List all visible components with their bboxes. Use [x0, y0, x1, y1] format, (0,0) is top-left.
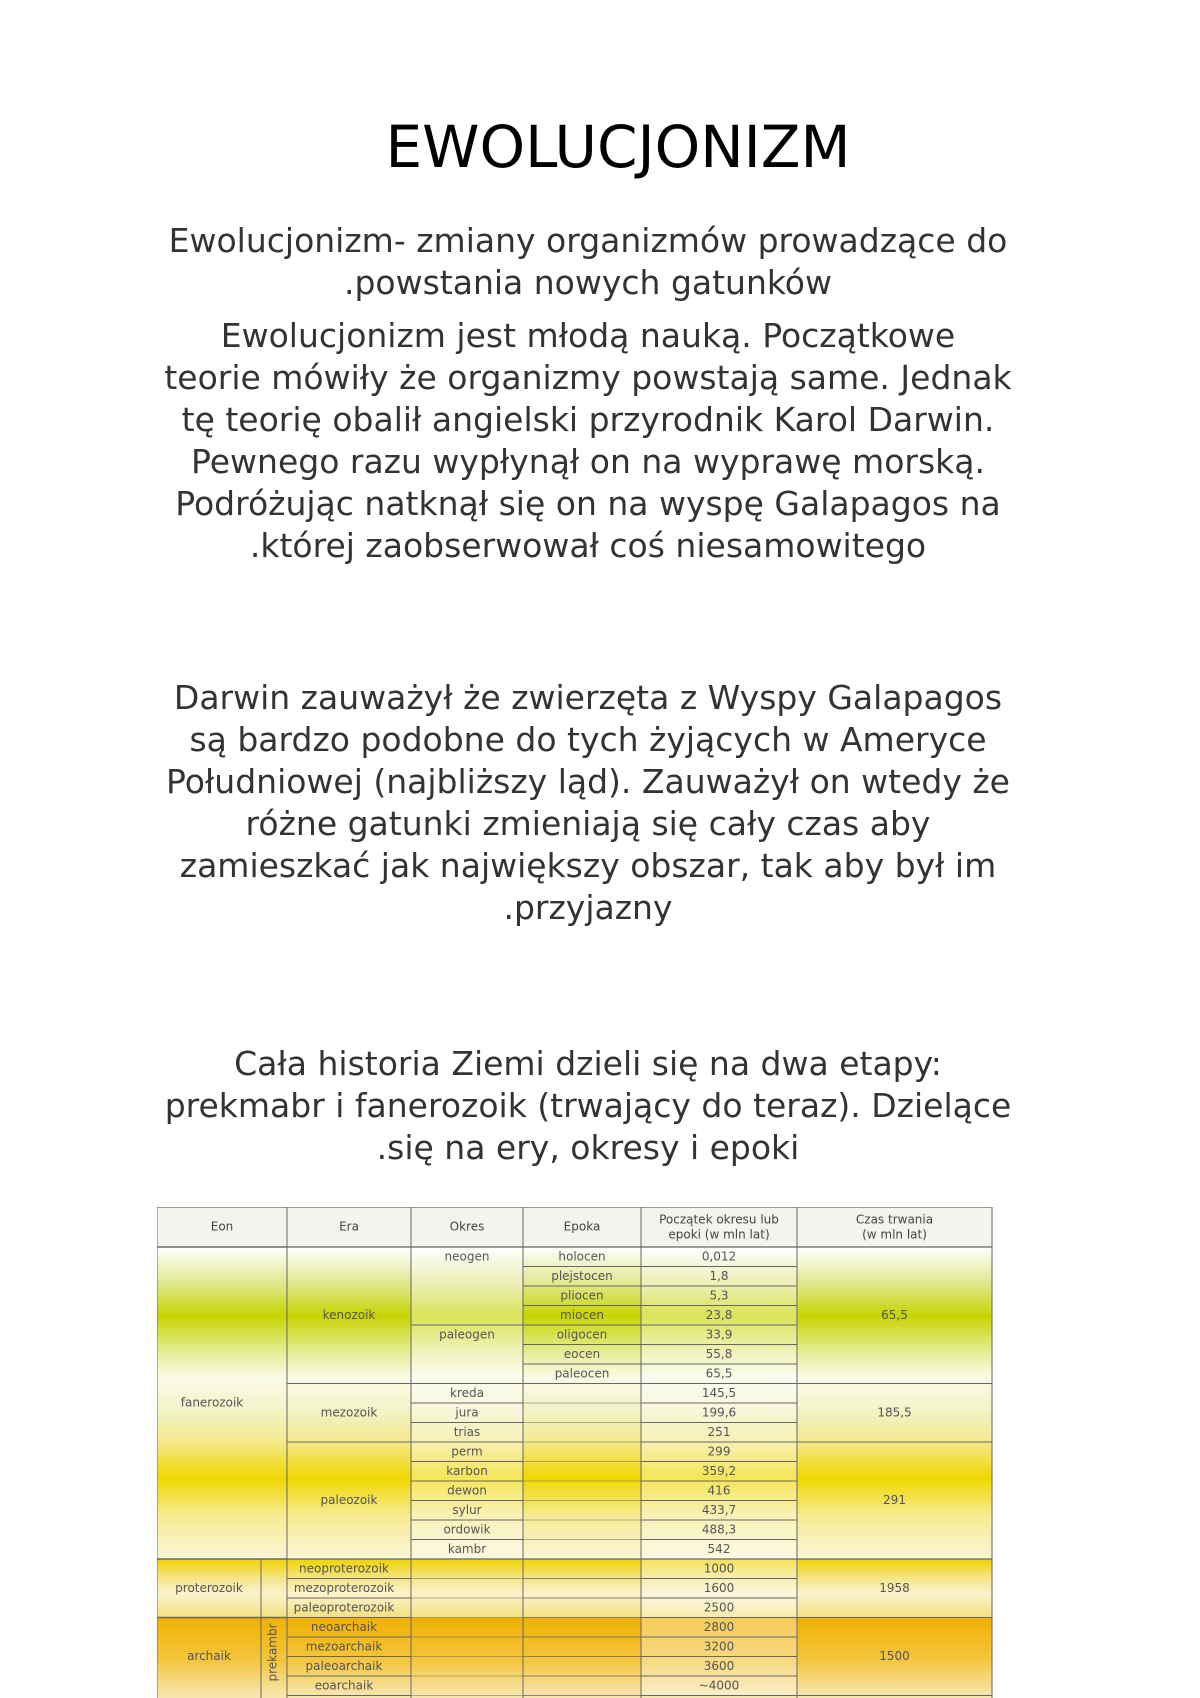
header-duration: (w mln lat) [862, 1227, 927, 1242]
text-line: prekmabr i fanerozoik (trwający do teraz). Dzielące [164, 1086, 1012, 1125]
duration-value: 291 [883, 1493, 906, 1507]
start-value: 488,3 [701, 1522, 737, 1537]
text-line: .powstania nowych gatunków [344, 263, 832, 302]
start-value: 1600 [703, 1580, 735, 1595]
epoch-label: miocen [560, 1307, 604, 1322]
text-line: Podróżując natknął się on na wyspę Galapagos na [175, 484, 1001, 523]
text-line: Darwin zauważył że zwierzęta z Wyspy Galapagos [173, 678, 1003, 717]
start-value: 0,012 [701, 1249, 737, 1264]
text-line: różne gatunki zmieniają się cały czas aby [245, 804, 931, 843]
text-line: Ewolucjonizm- zmiany organizmów prowadzące do [168, 221, 1008, 260]
start-value: 5,3 [709, 1288, 729, 1303]
header-duration: Czas trwania [855, 1212, 934, 1227]
header-eon: Eon [210, 1219, 234, 1234]
text-line: są bardzo podobne do tych żyjących w Ameryce [189, 720, 987, 759]
era-label: neoarchaik [310, 1619, 378, 1634]
text-line: .się na ery, okresy i epoki [376, 1128, 800, 1167]
start-value: 3200 [703, 1639, 735, 1654]
duration-value: 1958 [879, 1580, 910, 1595]
era-label: kenozoik [322, 1307, 376, 1322]
paragraph-darwin-intro [118, 315, 1058, 567]
period-label: jura [455, 1405, 479, 1420]
epoch-label: paleocen [554, 1366, 610, 1381]
band-proterozoik [157, 1559, 992, 1618]
duration-value: 185,5 [877, 1405, 912, 1420]
eon-label: proterozoik [175, 1580, 243, 1595]
period-label: trias [453, 1424, 481, 1439]
paragraph-earth-history [118, 1043, 1058, 1169]
header-okres: Okres [449, 1219, 485, 1234]
paragraph-galapagos [118, 677, 1058, 929]
era-label: mezozoik [320, 1405, 378, 1420]
epoch-label: pliocen [560, 1288, 604, 1303]
header-era: Era [339, 1219, 359, 1234]
start-value: 55,8 [705, 1346, 733, 1361]
eon-label: fanerozoik [180, 1395, 244, 1410]
start-value: 23,8 [705, 1307, 733, 1322]
text-line: zamieszkać jak największy obszar, tak aby był im [179, 846, 997, 885]
start-value: 1000 [703, 1561, 735, 1576]
paragraph-definition [118, 220, 1058, 304]
start-value: 542 [707, 1541, 731, 1556]
period-label: neogen [444, 1249, 490, 1264]
start-value: 433,7 [701, 1502, 737, 1517]
start-value: 145,5 [701, 1385, 737, 1400]
prekambr-label: prekambr [265, 1623, 280, 1682]
period-label: karbon [446, 1463, 488, 1478]
duration-value: 65,5 [881, 1307, 908, 1322]
start-value: 3600 [703, 1658, 735, 1673]
period-label: sylur [452, 1502, 482, 1517]
period-label: dewon [447, 1483, 487, 1498]
epoch-label: eocen [563, 1346, 601, 1361]
text-line: Południowej (najbliższy ląd). Zauważył on wtedy że [166, 762, 1010, 801]
era-label: mezoproterozoik [293, 1580, 395, 1595]
start-value: 2500 [703, 1600, 735, 1615]
start-value: 199,6 [701, 1405, 737, 1420]
start-value: ~4000 [698, 1678, 740, 1693]
era-label: neoproterozoik [299, 1561, 389, 1576]
epoch-label: oligocen [556, 1327, 608, 1342]
era-label: mezoarchaik [305, 1639, 383, 1654]
text-line: teorie mówiły że organizmy powstają same. Jednak [164, 358, 1012, 397]
header-epoka: Epoka [563, 1219, 601, 1234]
start-value: 359,2 [701, 1463, 737, 1478]
text-line: Ewolucjonizm jest młodą nauką. Początkowe [220, 316, 956, 355]
era-label: eoarchaik [314, 1678, 374, 1693]
text-line: tę teorię obalił angielski przyrodnik Karol Darwin. [181, 400, 995, 439]
period-label: ordowik [443, 1522, 491, 1537]
era-label: paleozoik [320, 1493, 378, 1507]
start-value: 251 [707, 1424, 731, 1439]
period-label: kreda [450, 1385, 484, 1400]
text-line: .której zaobserwował coś niesamowitego [249, 526, 927, 565]
start-value: 2800 [703, 1619, 735, 1634]
start-value: 299 [707, 1444, 731, 1459]
duration-value: 1500 [879, 1649, 910, 1663]
start-value: 33,9 [705, 1327, 733, 1342]
header-start: epoki (w mln lat) [668, 1227, 770, 1242]
period-label: paleogen [439, 1327, 495, 1342]
page-title: EWOLUCJONIZM [385, 113, 851, 181]
era-label: paleoarchaik [305, 1658, 383, 1673]
header-start: Początek okresu lub [659, 1212, 779, 1227]
start-value: 416 [707, 1483, 731, 1498]
geologic-time-table [157, 1207, 997, 1698]
period-label: kambr [447, 1541, 487, 1556]
start-value: 1,8 [709, 1268, 729, 1283]
band-archaik [157, 1618, 992, 1698]
epoch-label: holocen [558, 1249, 606, 1264]
epoch-label: plejstocen [551, 1268, 613, 1283]
text-line: .przyjazny [503, 888, 673, 927]
period-label: perm [451, 1444, 483, 1459]
text-line: Pewnego razu wypłynął on na wyprawę morską. [191, 442, 985, 481]
geologic-time-table-svg [157, 1207, 997, 1698]
start-value: 65,5 [705, 1366, 733, 1381]
era-label: paleoproterozoik [293, 1600, 395, 1615]
text-line: Cała historia Ziemi dzieli się na dwa etapy: [234, 1044, 942, 1083]
eon-label: archaik [187, 1649, 231, 1663]
